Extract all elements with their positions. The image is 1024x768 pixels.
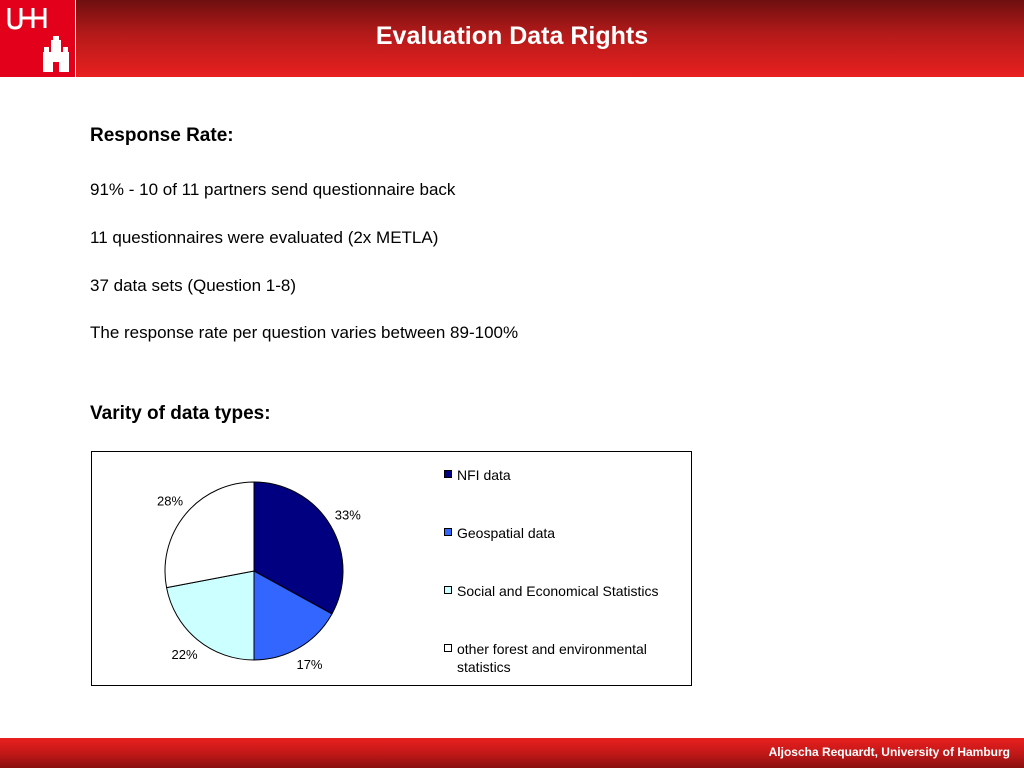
- legend-label: Social and Economical Statistics: [457, 583, 659, 599]
- footer-credit: Aljoscha Requardt, University of Hamburg: [768, 745, 1010, 759]
- response-line-1: 91% - 10 of 11 partners send questionnaire back: [90, 180, 456, 199]
- footer-bar: [0, 738, 1024, 768]
- response-rate-heading: Response Rate:: [90, 125, 234, 146]
- legend-label: other forest and environmental statistics: [457, 641, 647, 675]
- pie-chart-container: [91, 451, 692, 686]
- pie-value-label-3: 28%: [156, 493, 184, 509]
- legend-label: NFI data: [457, 467, 511, 483]
- legend-swatch: [444, 528, 452, 536]
- legend-swatch: [444, 586, 452, 594]
- page-title: Evaluation Data Rights: [375, 22, 649, 50]
- data-types-heading: Varity of data types:: [90, 403, 271, 424]
- header-bar: [0, 0, 1024, 77]
- legend-swatch: [444, 470, 452, 478]
- legend-label: Geospatial data: [457, 525, 556, 541]
- response-line-4: The response rate per question varies between 89-100%: [90, 323, 519, 342]
- response-line-2: 11 questionnaires were evaluated (2x METLA): [90, 228, 439, 247]
- pie-value-label-2: 22%: [171, 646, 198, 662]
- pie-value-label-0: 33%: [334, 507, 361, 523]
- response-line-3: 37 data sets (Question 1-8): [90, 276, 297, 295]
- legend-swatch: [444, 644, 452, 652]
- pie-value-label-1: 17%: [296, 656, 323, 672]
